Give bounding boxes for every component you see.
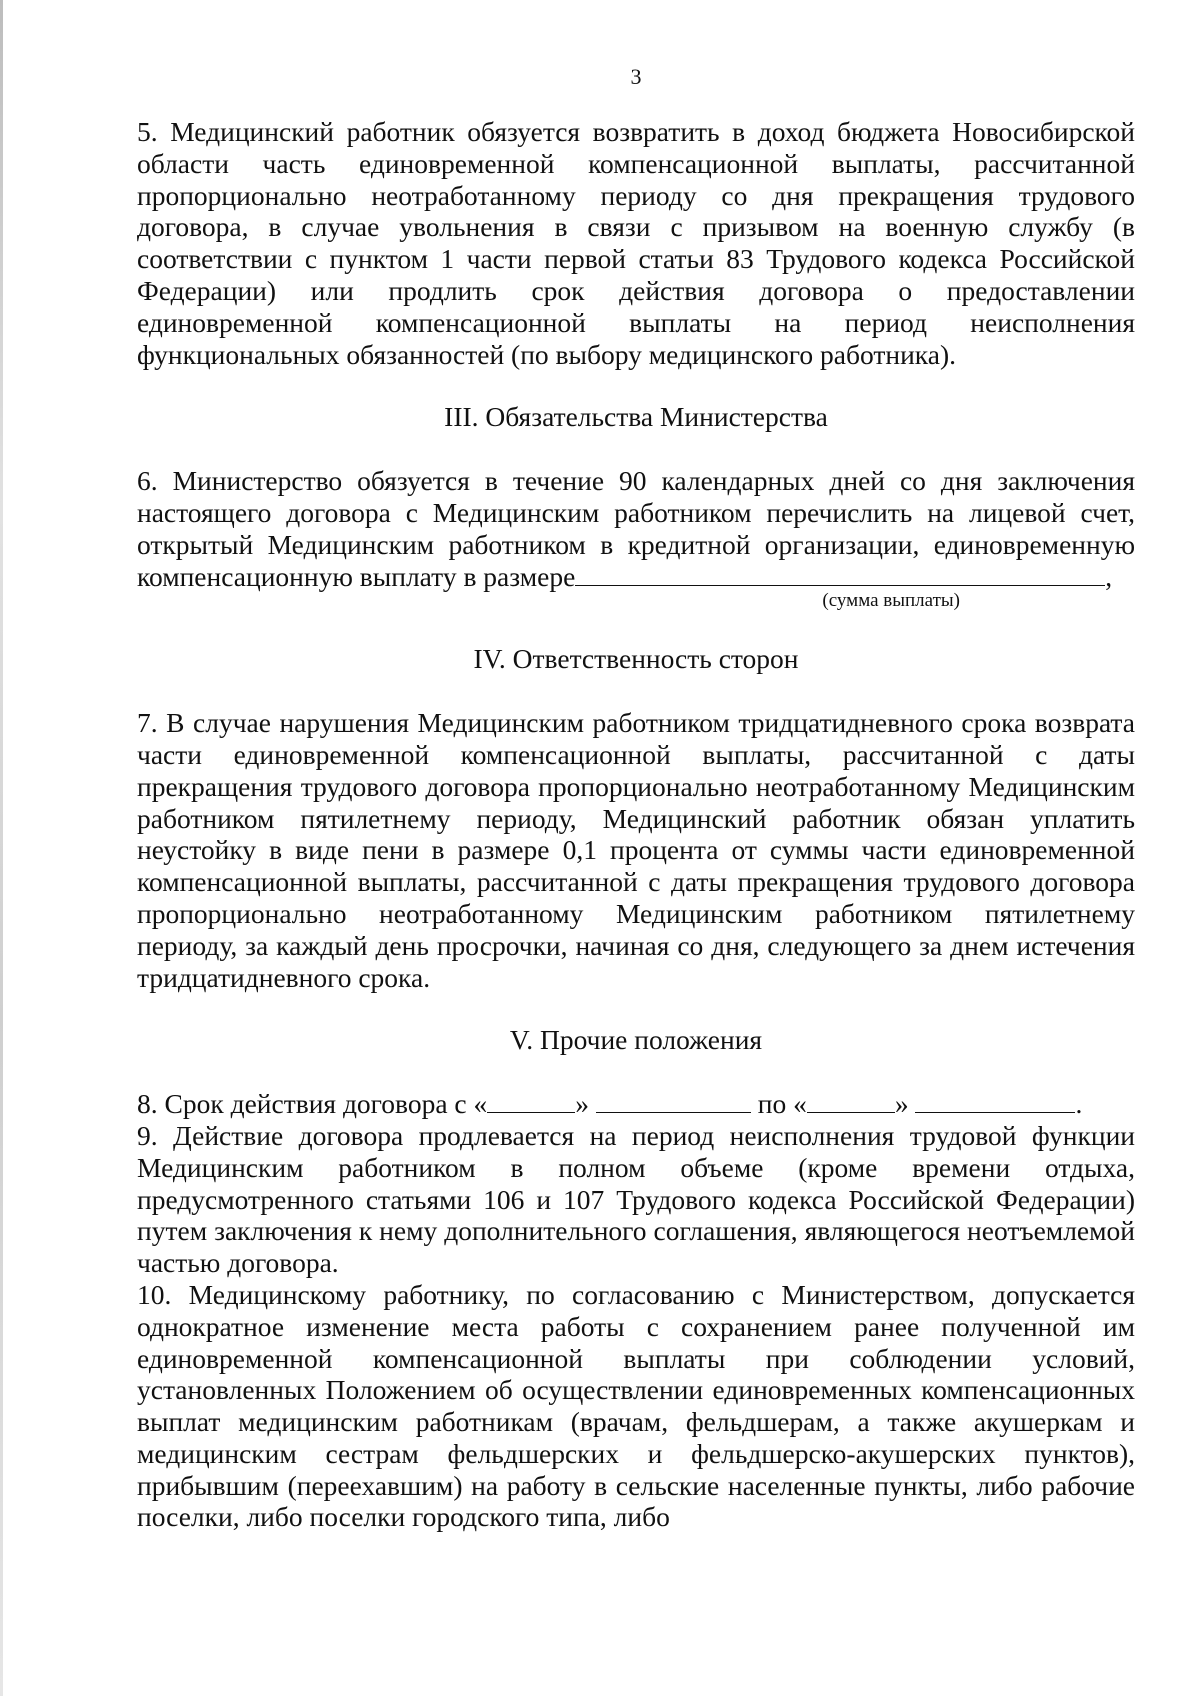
- start-month-field[interactable]: [596, 1088, 751, 1113]
- end-month-field[interactable]: [915, 1088, 1075, 1113]
- payment-amount-field[interactable]: [575, 561, 1105, 586]
- end-day-field[interactable]: [807, 1088, 895, 1113]
- paragraph-8-end: .: [1075, 1088, 1083, 1120]
- paragraph-7: 7. В случае нарушения Медицинским работником тридцатидневного срока возврата части единовременной компенсационной выплаты, рассчитанной с даты прекращения трудового договора пропорционально неотработанному Медицинским работником пятилетнему периоду, Медицинский работник обязан уплатить неустойку в виде пени в размере 0,1 процента от суммы части единовременной компенсационной выплаты, рассчитанной с даты прекращения трудового договора пропорционально неотработанному Медицинским работником пятилетнему периоду, за каждый день просрочки, начиная со дня, следующего за днем истечения тридцатидневного срока.: [137, 707, 1135, 993]
- paragraph-6-tail: ,: [1105, 560, 1113, 592]
- start-day-field[interactable]: [487, 1088, 575, 1113]
- paragraph-6: [137, 465, 1135, 592]
- paragraph-8-prefix: 8. Срок действия договора с «: [137, 1088, 488, 1120]
- paragraph-10: 10. Медицинскому работнику, по согласованию с Министерством, допускается однократное изменение места работы с сохранением ранее полученной им единовременной компенсационной выплаты при соблюдении условий, установленных Положением об осуществлении единовременных компенсационных выплат медицинским работникам (врачам, фельдшерам, а также акушеркам и медицинским сестрам фельдшерских и фельдшерско-акушерских пунктов), прибывшим (переехавшим) на работу в сельские населенные пункты, либо рабочие поселки, либо поселки городского типа, либо: [137, 1278, 1135, 1533]
- page-number: 3: [630, 64, 642, 89]
- paragraph-9: 9. Действие договора продлевается на период неисполнения трудовой функции Медицинским работником в полном объеме (кроме времени отдыха, предусмотренного статьями 106 и 107 Трудового кодекса Российской Федерации) путем заключения к нему дополнительного соглашения, являющегося неотъемлемой частью договора.: [137, 1119, 1135, 1279]
- paragraph-8: [137, 1088, 1135, 1120]
- paragraph-8-close-2: »: [894, 1088, 909, 1120]
- paragraph-5: 5. Медицинский работник обязуется возвратить в доход бюджета Новосибирской области часть единовременной компенсационной выплаты, рассчитанной пропорционально неотработанному периоду со дня прекращения трудового договора, в случае увольнения в связи с призывом на военную службу (в соответствии с пунктом 1 части первой статьи 83 Трудового кодекса Российской Федерации) или продлить срок действия договора о предоставлении единовременной компенсационной выплаты на период неисполнения функциональных обязанностей (по выбору медицинского работника).: [137, 116, 1135, 370]
- section-heading-4: IV. Ответственность сторон: [473, 643, 799, 675]
- paragraph-6-text: 6. Министерство обязуется в течение 90 календарных дней со дня заключения настоящего договора с Медицинским работником перечислить на лицевой счет, открытый Медицинским работником в кредитной организации, единовременную компенсационную выплату в размере: [137, 465, 1135, 592]
- document-page: [137, 64, 1135, 1533]
- paragraph-8-mid: по «: [757, 1088, 807, 1120]
- payment-amount-caption: (сумма выплаты): [822, 590, 960, 612]
- section-heading-5: V. Прочие положения: [509, 1024, 763, 1056]
- paragraph-8-close-1: »: [575, 1088, 589, 1120]
- section-heading-3: III. Обязательства Министерства: [444, 401, 828, 433]
- scan-edge: [0, 0, 3, 1696]
